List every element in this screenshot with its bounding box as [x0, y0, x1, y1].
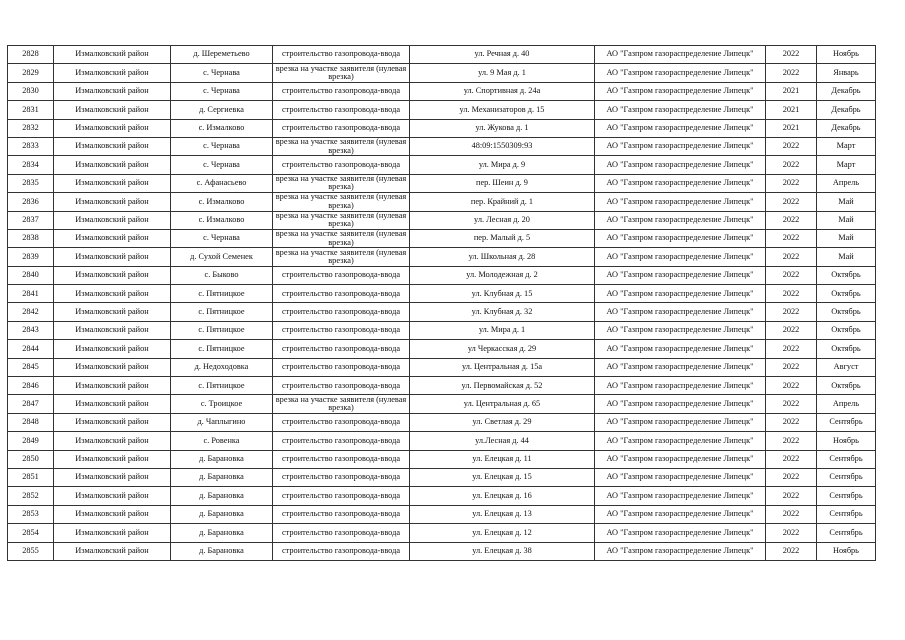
row-number-cell: 2846 [8, 377, 54, 395]
address-cell: ул. Светлая д. 29 [410, 413, 595, 431]
table-row [8, 340, 876, 358]
district-cell: Измалковский район [54, 468, 171, 486]
year-cell: 2022 [766, 46, 817, 64]
month-cell: Декабрь [817, 82, 876, 100]
organization-cell: АО "Газпром газораспределение Липецк" [595, 82, 766, 100]
address-cell: ул. Жукова д. 1 [410, 119, 595, 137]
district-cell: Измалковский район [54, 82, 171, 100]
row-number-cell: 2842 [8, 303, 54, 321]
year-cell: 2022 [766, 211, 817, 229]
year-cell: 2022 [766, 137, 817, 155]
district-cell: Измалковский район [54, 524, 171, 542]
organization-cell: АО "Газпром газораспределение Липецк" [595, 524, 766, 542]
table-row [8, 156, 876, 174]
address-cell: ул. Школьная д. 28 [410, 248, 595, 266]
address-cell: ул. Елецкая д. 16 [410, 487, 595, 505]
organization-cell: АО "Газпром газораспределение Липецк" [595, 248, 766, 266]
row-number-cell: 2831 [8, 101, 54, 119]
year-cell: 2022 [766, 413, 817, 431]
district-cell: Измалковский район [54, 303, 171, 321]
row-number-cell: 2849 [8, 432, 54, 450]
address-cell: ул. Елецкая д. 11 [410, 450, 595, 468]
address-cell: ул. Елецкая д. 13 [410, 505, 595, 523]
organization-cell: АО "Газпром газораспределение Липецк" [595, 432, 766, 450]
row-number-cell: 2852 [8, 487, 54, 505]
settlement-cell: д. Сергиевка [171, 101, 273, 119]
month-cell: Март [817, 137, 876, 155]
year-cell: 2022 [766, 432, 817, 450]
settlement-cell: д. Барановка [171, 542, 273, 560]
settlement-cell: с. Чернава [171, 82, 273, 100]
row-number-cell: 2840 [8, 266, 54, 284]
year-cell: 2022 [766, 450, 817, 468]
settlement-cell: с. Чернава [171, 64, 273, 82]
organization-cell: АО "Газпром газораспределение Липецк" [595, 395, 766, 413]
organization-cell: АО "Газпром газораспределение Липецк" [595, 340, 766, 358]
district-cell: Измалковский район [54, 211, 171, 229]
work-type-cell: строительство газопровода-ввода [273, 542, 410, 560]
month-cell: Май [817, 229, 876, 247]
settlement-cell: с. Троицкое [171, 395, 273, 413]
work-type-cell: строительство газопровода-ввода [273, 46, 410, 64]
month-cell: Сентябрь [817, 450, 876, 468]
table-row [8, 229, 876, 247]
row-number-cell: 2847 [8, 395, 54, 413]
month-cell: Сентябрь [817, 413, 876, 431]
address-cell: ул. 9 Мая д. 1 [410, 64, 595, 82]
work-type-cell: строительство газопровода-ввода [273, 358, 410, 376]
organization-cell: АО "Газпром газораспределение Липецк" [595, 542, 766, 560]
year-cell: 2021 [766, 82, 817, 100]
table-row [8, 377, 876, 395]
month-cell: Ноябрь [817, 46, 876, 64]
table-row [8, 487, 876, 505]
year-cell: 2022 [766, 524, 817, 542]
settlement-cell: с. Пятницкое [171, 340, 273, 358]
table-row [8, 505, 876, 523]
work-type-cell: строительство газопровода-ввода [273, 524, 410, 542]
table-row [8, 248, 876, 266]
address-cell: ул. Мира д. 9 [410, 156, 595, 174]
row-number-cell: 2854 [8, 524, 54, 542]
work-type-cell: строительство газопровода-ввода [273, 432, 410, 450]
district-cell: Измалковский район [54, 137, 171, 155]
table-row [8, 119, 876, 137]
year-cell: 2022 [766, 505, 817, 523]
settlement-cell: с. Пятницкое [171, 303, 273, 321]
year-cell: 2021 [766, 101, 817, 119]
year-cell: 2022 [766, 358, 817, 376]
address-cell: ул. Центральная д. 15а [410, 358, 595, 376]
address-cell: ул. Елецкая д. 38 [410, 542, 595, 560]
organization-cell: АО "Газпром газораспределение Липецк" [595, 285, 766, 303]
month-cell: Апрель [817, 395, 876, 413]
row-number-cell: 2848 [8, 413, 54, 431]
address-cell: пер. Малый д. 5 [410, 229, 595, 247]
row-number-cell: 2843 [8, 321, 54, 339]
month-cell: Март [817, 156, 876, 174]
organization-cell: АО "Газпром газораспределение Липецк" [595, 101, 766, 119]
work-type-cell: врезка на участке заявителя (нулевая врезка) [273, 229, 410, 247]
month-cell: Декабрь [817, 101, 876, 119]
table-row [8, 101, 876, 119]
row-number-cell: 2838 [8, 229, 54, 247]
work-type-cell: строительство газопровода-ввода [273, 468, 410, 486]
row-number-cell: 2832 [8, 119, 54, 137]
settlement-cell: д. Барановка [171, 487, 273, 505]
year-cell: 2022 [766, 487, 817, 505]
district-cell: Измалковский район [54, 358, 171, 376]
table-row [8, 137, 876, 155]
month-cell: Сентябрь [817, 487, 876, 505]
month-cell: Август [817, 358, 876, 376]
district-cell: Измалковский район [54, 321, 171, 339]
district-cell: Измалковский район [54, 266, 171, 284]
district-cell: Измалковский район [54, 101, 171, 119]
table-row [8, 395, 876, 413]
address-cell: ул. Клубная д. 32 [410, 303, 595, 321]
table-row [8, 285, 876, 303]
organization-cell: АО "Газпром газораспределение Липецк" [595, 303, 766, 321]
year-cell: 2022 [766, 377, 817, 395]
year-cell: 2022 [766, 468, 817, 486]
table-row [8, 64, 876, 82]
organization-cell: АО "Газпром газораспределение Липецк" [595, 119, 766, 137]
year-cell: 2022 [766, 64, 817, 82]
work-type-cell: строительство газопровода-ввода [273, 450, 410, 468]
settlement-cell: с. Быково [171, 266, 273, 284]
table-row [8, 542, 876, 560]
row-number-cell: 2845 [8, 358, 54, 376]
district-cell: Измалковский район [54, 542, 171, 560]
month-cell: Сентябрь [817, 468, 876, 486]
month-cell: Сентябрь [817, 505, 876, 523]
month-cell: Январь [817, 64, 876, 82]
year-cell: 2022 [766, 174, 817, 192]
table-row [8, 432, 876, 450]
organization-cell: АО "Газпром газораспределение Липецк" [595, 156, 766, 174]
address-cell: ул. Центральная д. 65 [410, 395, 595, 413]
address-cell: ул. Молодежная д. 2 [410, 266, 595, 284]
year-cell: 2022 [766, 193, 817, 211]
work-type-cell: врезка на участке заявителя (нулевая врезка) [273, 211, 410, 229]
year-cell: 2022 [766, 266, 817, 284]
month-cell: Май [817, 193, 876, 211]
row-number-cell: 2836 [8, 193, 54, 211]
year-cell: 2022 [766, 248, 817, 266]
table-row [8, 321, 876, 339]
settlement-cell: с. Ровенка [171, 432, 273, 450]
organization-cell: АО "Газпром газораспределение Липецк" [595, 46, 766, 64]
table-row [8, 413, 876, 431]
settlement-cell: с. Афанасьево [171, 174, 273, 192]
work-type-cell: врезка на участке заявителя (нулевая врезка) [273, 174, 410, 192]
district-cell: Измалковский район [54, 487, 171, 505]
year-cell: 2021 [766, 119, 817, 137]
work-type-cell: строительство газопровода-ввода [273, 82, 410, 100]
district-cell: Измалковский район [54, 285, 171, 303]
table-row [8, 468, 876, 486]
organization-cell: АО "Газпром газораспределение Липецк" [595, 450, 766, 468]
table-row [8, 193, 876, 211]
month-cell: Май [817, 248, 876, 266]
organization-cell: АО "Газпром газораспределение Липецк" [595, 413, 766, 431]
year-cell: 2022 [766, 340, 817, 358]
month-cell: Ноябрь [817, 542, 876, 560]
month-cell: Ноябрь [817, 432, 876, 450]
settlement-cell: с. Чернава [171, 137, 273, 155]
month-cell: Май [817, 211, 876, 229]
table-row [8, 266, 876, 284]
address-cell: ул. Первомайская д. 52 [410, 377, 595, 395]
table-row [8, 358, 876, 376]
address-cell: ул. Мира д. 1 [410, 321, 595, 339]
month-cell: Октябрь [817, 340, 876, 358]
organization-cell: АО "Газпром газораспределение Липецк" [595, 193, 766, 211]
organization-cell: АО "Газпром газораспределение Липецк" [595, 468, 766, 486]
organization-cell: АО "Газпром газораспределение Липецк" [595, 321, 766, 339]
row-number-cell: 2837 [8, 211, 54, 229]
month-cell: Октябрь [817, 285, 876, 303]
year-cell: 2022 [766, 395, 817, 413]
table-row [8, 174, 876, 192]
settlement-cell: с. Пятницкое [171, 377, 273, 395]
district-cell: Измалковский район [54, 64, 171, 82]
organization-cell: АО "Газпром газораспределение Липецк" [595, 211, 766, 229]
row-number-cell: 2851 [8, 468, 54, 486]
settlement-cell: с. Пятницкое [171, 321, 273, 339]
row-number-cell: 2844 [8, 340, 54, 358]
organization-cell: АО "Газпром газораспределение Липецк" [595, 358, 766, 376]
district-cell: Измалковский район [54, 340, 171, 358]
work-type-cell: строительство газопровода-ввода [273, 101, 410, 119]
table-row [8, 524, 876, 542]
row-number-cell: 2850 [8, 450, 54, 468]
district-cell: Измалковский район [54, 193, 171, 211]
work-type-cell: строительство газопровода-ввода [273, 340, 410, 358]
settlement-cell: с. Чернава [171, 156, 273, 174]
settlement-cell: с. Чернава [171, 229, 273, 247]
row-number-cell: 2834 [8, 156, 54, 174]
settlement-cell: д. Барановка [171, 468, 273, 486]
organization-cell: АО "Газпром газораспределение Липецк" [595, 137, 766, 155]
settlement-cell: с. Измалково [171, 193, 273, 211]
address-cell: ул Черкасская д. 29 [410, 340, 595, 358]
organization-cell: АО "Газпром газораспределение Липецк" [595, 174, 766, 192]
address-cell: ул. Спортивная д. 24а [410, 82, 595, 100]
month-cell: Декабрь [817, 119, 876, 137]
work-type-cell: строительство газопровода-ввода [273, 285, 410, 303]
month-cell: Октябрь [817, 266, 876, 284]
address-cell: ул. Клубная д. 15 [410, 285, 595, 303]
table-body [8, 46, 876, 561]
settlement-cell: д. Недоходовка [171, 358, 273, 376]
district-cell: Измалковский район [54, 450, 171, 468]
address-cell: пер. Шеин д. 9 [410, 174, 595, 192]
row-number-cell: 2839 [8, 248, 54, 266]
organization-cell: АО "Газпром газораспределение Липецк" [595, 266, 766, 284]
year-cell: 2022 [766, 285, 817, 303]
year-cell: 2022 [766, 321, 817, 339]
organization-cell: АО "Газпром газораспределение Липецк" [595, 377, 766, 395]
address-cell: ул. Механизаторов д. 15 [410, 101, 595, 119]
settlement-cell: д. Чаплыгино [171, 413, 273, 431]
district-cell: Измалковский район [54, 46, 171, 64]
year-cell: 2022 [766, 229, 817, 247]
year-cell: 2022 [766, 156, 817, 174]
table-row [8, 450, 876, 468]
work-type-cell: врезка на участке заявителя (нулевая врезка) [273, 193, 410, 211]
district-cell: Измалковский район [54, 377, 171, 395]
gasification-table [7, 45, 876, 561]
district-cell: Измалковский район [54, 248, 171, 266]
row-number-cell: 2841 [8, 285, 54, 303]
work-type-cell: врезка на участке заявителя (нулевая врезка) [273, 137, 410, 155]
address-cell: пер. Крайний д. 1 [410, 193, 595, 211]
settlement-cell: д. Барановка [171, 450, 273, 468]
table-row [8, 82, 876, 100]
work-type-cell: строительство газопровода-ввода [273, 321, 410, 339]
settlement-cell: с. Пятницкое [171, 285, 273, 303]
organization-cell: АО "Газпром газораспределение Липецк" [595, 229, 766, 247]
district-cell: Измалковский район [54, 395, 171, 413]
address-cell: ул. Елецкая д. 15 [410, 468, 595, 486]
organization-cell: АО "Газпром газораспределение Липецк" [595, 505, 766, 523]
work-type-cell: строительство газопровода-ввода [273, 413, 410, 431]
district-cell: Измалковский район [54, 119, 171, 137]
month-cell: Октябрь [817, 303, 876, 321]
row-number-cell: 2833 [8, 137, 54, 155]
table-row [8, 46, 876, 64]
district-cell: Измалковский район [54, 229, 171, 247]
settlement-cell: с. Измалково [171, 211, 273, 229]
work-type-cell: строительство газопровода-ввода [273, 266, 410, 284]
district-cell: Измалковский район [54, 505, 171, 523]
work-type-cell: врезка на участке заявителя (нулевая врезка) [273, 64, 410, 82]
district-cell: Измалковский район [54, 432, 171, 450]
address-cell: ул. Речная д. 40 [410, 46, 595, 64]
row-number-cell: 2835 [8, 174, 54, 192]
month-cell: Сентябрь [817, 524, 876, 542]
row-number-cell: 2830 [8, 82, 54, 100]
district-cell: Измалковский район [54, 174, 171, 192]
row-number-cell: 2828 [8, 46, 54, 64]
organization-cell: АО "Газпром газораспределение Липецк" [595, 64, 766, 82]
settlement-cell: д. Сухой Семенек [171, 248, 273, 266]
year-cell: 2022 [766, 542, 817, 560]
month-cell: Апрель [817, 174, 876, 192]
work-type-cell: строительство газопровода-ввода [273, 303, 410, 321]
work-type-cell: строительство газопровода-ввода [273, 377, 410, 395]
row-number-cell: 2853 [8, 505, 54, 523]
work-type-cell: строительство газопровода-ввода [273, 156, 410, 174]
settlement-cell: д. Шереметьево [171, 46, 273, 64]
table-row [8, 303, 876, 321]
work-type-cell: строительство газопровода-ввода [273, 119, 410, 137]
address-cell: ул.Лесная д. 44 [410, 432, 595, 450]
month-cell: Октябрь [817, 377, 876, 395]
work-type-cell: врезка на участке заявителя (нулевая врезка) [273, 248, 410, 266]
table-row [8, 211, 876, 229]
month-cell: Октябрь [817, 321, 876, 339]
row-number-cell: 2855 [8, 542, 54, 560]
address-cell: 48:09:1550309:93 [410, 137, 595, 155]
row-number-cell: 2829 [8, 64, 54, 82]
district-cell: Измалковский район [54, 156, 171, 174]
work-type-cell: строительство газопровода-ввода [273, 487, 410, 505]
organization-cell: АО "Газпром газораспределение Липецк" [595, 487, 766, 505]
work-type-cell: врезка на участке заявителя (нулевая врезка) [273, 395, 410, 413]
district-cell: Измалковский район [54, 413, 171, 431]
year-cell: 2022 [766, 303, 817, 321]
settlement-cell: с. Измалково [171, 119, 273, 137]
work-type-cell: строительство газопровода-ввода [273, 505, 410, 523]
settlement-cell: д. Барановка [171, 524, 273, 542]
settlement-cell: д. Барановка [171, 505, 273, 523]
address-cell: ул. Елецкая д. 12 [410, 524, 595, 542]
address-cell: ул. Лесная д. 20 [410, 211, 595, 229]
